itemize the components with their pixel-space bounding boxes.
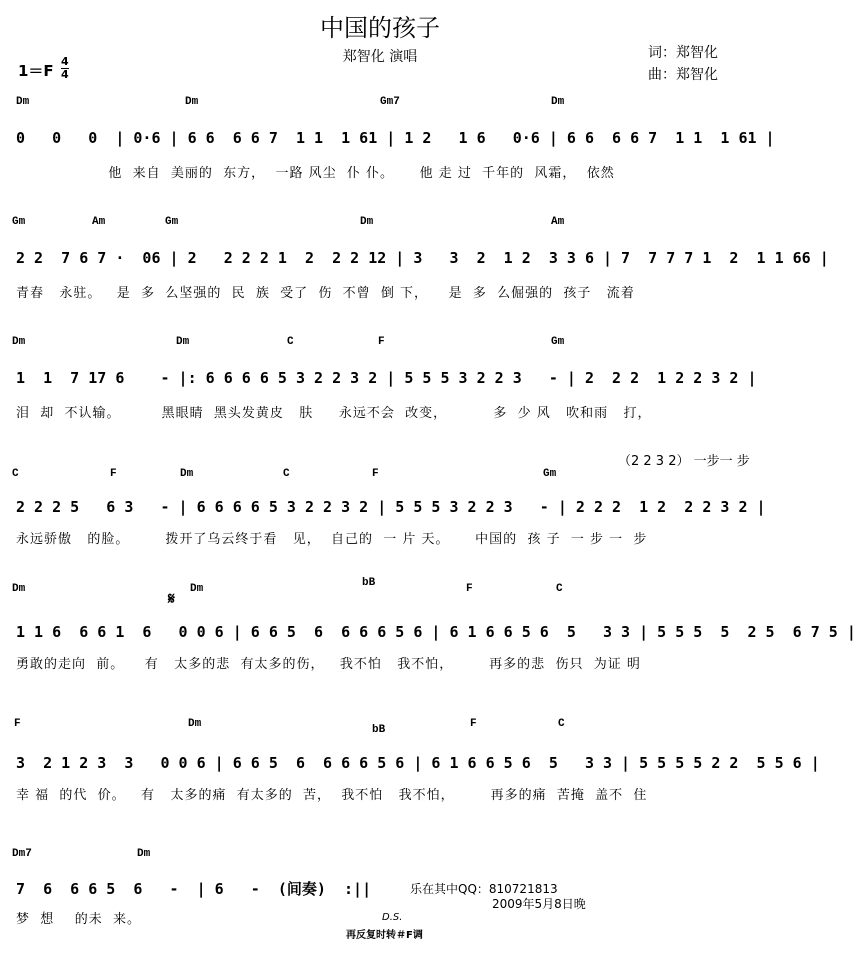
chord: Dm [551, 96, 565, 108]
chord: C [287, 336, 294, 348]
time-signature [61, 56, 69, 81]
ds-marker: D.S. [382, 912, 403, 923]
chord: C [12, 468, 19, 480]
chord-row [0, 848, 760, 868]
repeat-note: 再反复时转＃F调 [346, 930, 423, 941]
singer-credit: 郑智化 演唱 [342, 49, 418, 65]
score-system-5 [0, 577, 856, 703]
lyrics-row: 泪 却 不认输。 黑眼睛 黑头发黄皮 肤 永远不会 改变， 多 少 风 吹和雨 打， [16, 406, 652, 421]
chord-row [0, 336, 760, 356]
notation-row: 2 2 2 5 6 3 - | 6 6 6 6 5 3 2 2 3 2 | 5 5 5 3 2 2 3 - | 2 2 2 1 2 2 2 3 2 | [16, 498, 766, 516]
time-sig-top: 4 [61, 55, 69, 68]
alternate-phrase: （2 2 3 2） 一步一 步 [618, 454, 750, 469]
lyrics-row: 永远骄傲 的脸。 拨开了乌云终于看 见， 自己的 一 片 天。 中国的 孩 子 一 步 一 步 [16, 532, 648, 547]
chord-row [0, 577, 760, 609]
chord: Dm [137, 848, 151, 860]
notation-row: 3 2 1 2 3 3 0 0 6 | 6 6 5 6 6 6 6 5 6 | 6 1 6 6 5 6 5 3 3 | 5 5 5 5 2 2 5 5 6 | [16, 754, 820, 772]
chord: F [372, 468, 379, 480]
chord: Dm [12, 583, 26, 595]
score-system-4 [0, 454, 766, 576]
score-system-7 [0, 848, 760, 968]
notation-row: 7 6 6 6 5 6 - | 6 - (间奏) :|| [16, 880, 372, 898]
chord: Dm [190, 583, 204, 595]
chord: F [378, 336, 385, 348]
notation-row: 2 2 7 6 7 · 06 | 2 2 2 2 1 2 2 2 12 | 3 3 2 1 2 3 3 6 | 7 7 7 7 1 2 1 1 66 | [16, 249, 829, 267]
chord: F [110, 468, 117, 480]
transcription-date: 2009年5月8日晚 [492, 897, 586, 911]
chord: Gm [543, 468, 557, 480]
lyrics-row: 勇敢的走向 前。 有 太多的悲 有太多的伤， 我不怕 我不怕， 再多的悲 伤只 为证 明 [16, 657, 641, 672]
chord: Dm [185, 96, 199, 108]
chord: Dm [176, 336, 190, 348]
notation-row: 1 1 7 17 6 - |: 6 6 6 6 5 3 2 2 3 2 | 5 5 5 3 2 2 3 - | 2 2 2 1 2 2 3 2 | [16, 369, 757, 387]
score-system-2 [0, 216, 829, 336]
chord: F [466, 583, 473, 595]
chord: F [14, 718, 21, 730]
chord: C [556, 583, 563, 595]
score-system-1 [0, 96, 775, 216]
chord: Dm [16, 96, 30, 108]
chord-row [0, 96, 760, 116]
chord: bB [362, 577, 376, 589]
chord: Dm [12, 336, 26, 348]
chord: Gm [165, 216, 179, 228]
source-credit: 乐在其中QQ：810721813 [410, 882, 558, 896]
score-system-6 [0, 718, 820, 838]
lyricist-credit: 词：郑智化 [648, 45, 718, 61]
chord: Dm [360, 216, 374, 228]
key-signature: 1＝F [18, 62, 54, 80]
chord: Dm7 [12, 848, 32, 860]
chord-row [0, 718, 760, 738]
notation-row: 1 1 6 6 6 1 6 0 0 6 | 6 6 5 6 6 6 6 5 6 | 6 1 6 6 5 6 5 3 3 | 5 5 5 5 2 5 6 7 5 | [16, 623, 856, 641]
lyrics-row: 青春 永驻。 是 多 么坚强的 民 族 受了 伤 不曾 倒 下， 是 多 么倔强的 孩子 流着 [16, 286, 635, 301]
lyrics-row: 他 来自 美丽的 东方， 一路 风尘 仆 仆。 他 走 过 千年的 风霜， 依然 [16, 166, 615, 181]
chord: Dm [188, 718, 202, 730]
lyrics-row: 梦 想 的未 来。 [16, 912, 142, 927]
chord-row [0, 216, 760, 236]
song-title: 中国的孩子 [320, 14, 440, 42]
time-sig-bottom: 4 [61, 68, 69, 81]
lyrics-row: 幸 福 的代 价。 有 太多的痛 有太多的 苦， 我不怕 我不怕， 再多的痛 苦掩 盖不 住 [16, 788, 648, 803]
chord: bB [372, 724, 386, 736]
chord: Am [92, 216, 106, 228]
score-system-3 [0, 336, 760, 456]
chord: C [283, 468, 290, 480]
segno-sign: 𝄋 [168, 591, 175, 609]
chord: Gm [551, 336, 565, 348]
chord: Gm7 [380, 96, 400, 108]
chord: C [558, 718, 565, 730]
notation-row: 0 0 0 | 0·6 | 6 6 6 6 7 1 1 1 61 | 1 2 1 6 0·6 | 6 6 6 6 7 1 1 1 61 | [16, 129, 775, 147]
chord: F [470, 718, 477, 730]
composer-credit: 曲：郑智化 [648, 67, 718, 83]
chord: Am [551, 216, 565, 228]
chord: Gm [12, 216, 26, 228]
chord: Dm [180, 468, 194, 480]
